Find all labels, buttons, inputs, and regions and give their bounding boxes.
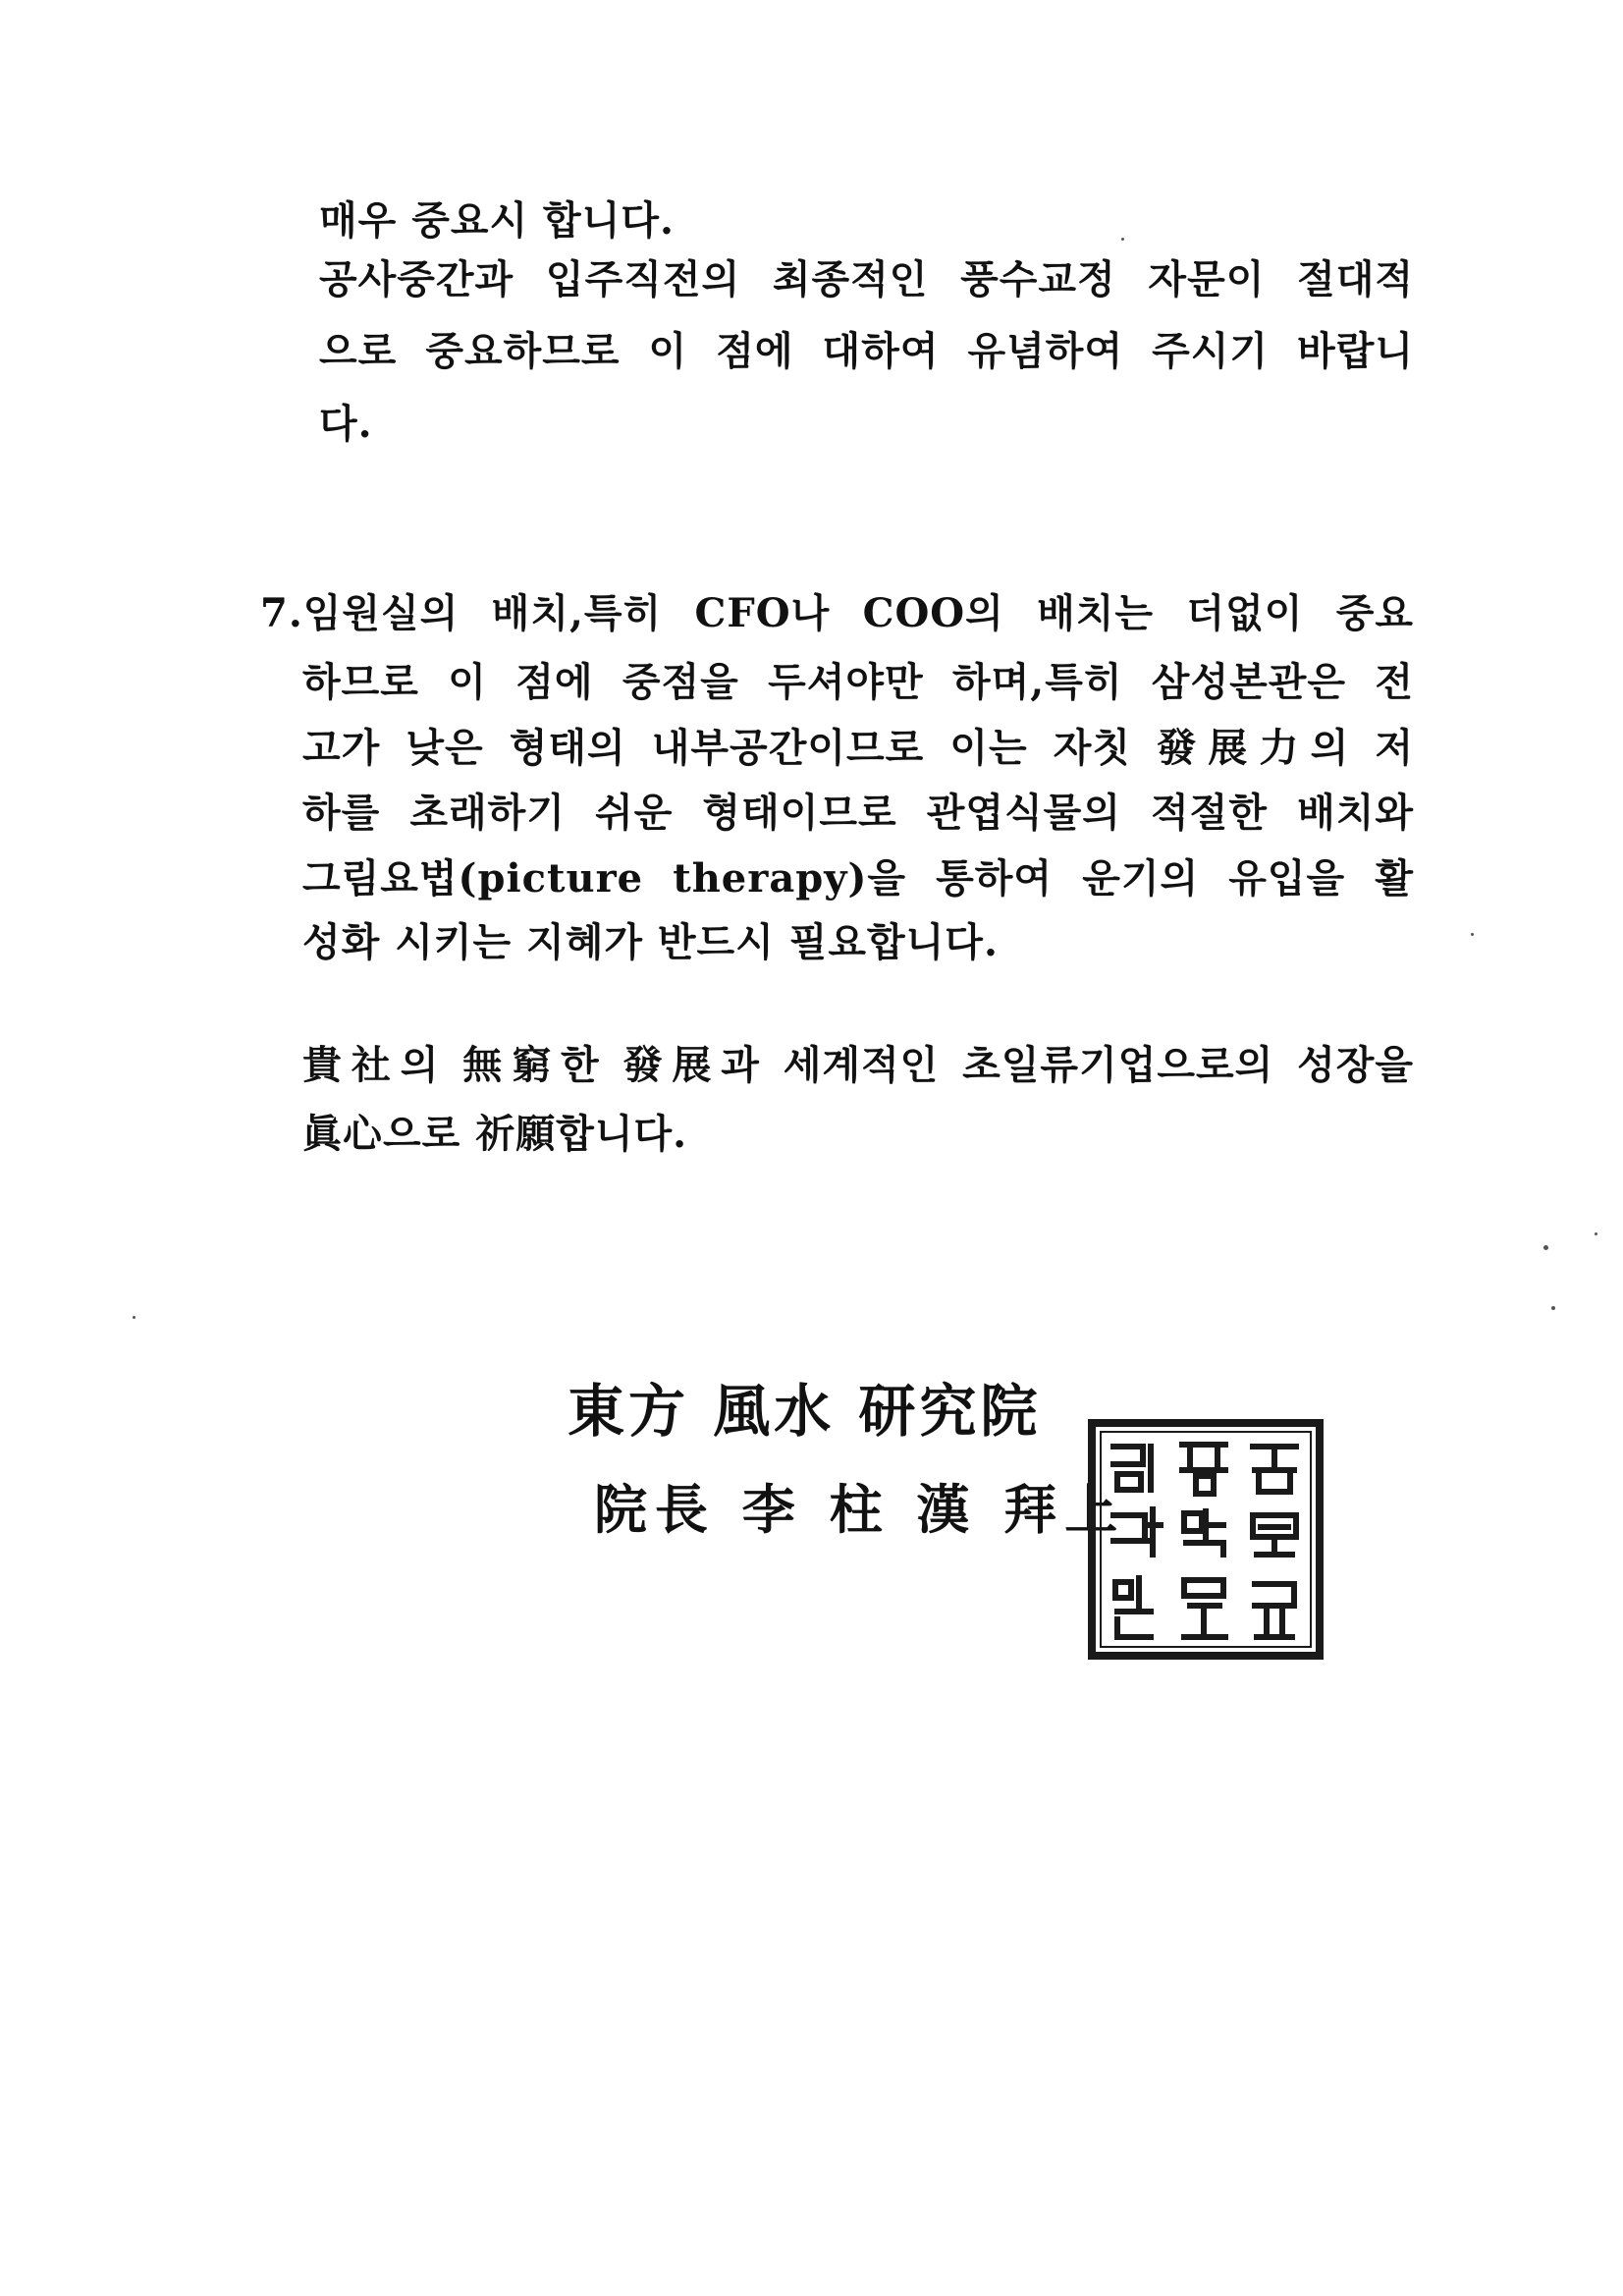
scan-speck <box>1121 238 1124 241</box>
body-line: 그림요법(picture therapy)을 통하여 운기의 유입을 활 <box>302 855 1414 902</box>
scan-speck <box>1543 1245 1548 1250</box>
official-seal <box>1088 1419 1324 1660</box>
body-line: 7.임원실의 배치,특히 CFO나 COO의 배치는 더없이 중요 <box>260 590 1414 636</box>
organization-name: 東方 風水 研究院 <box>568 1378 1042 1445</box>
body-line: 하므로 이 점에 중점을 두셔야만 하며,특히 삼성본관은 전 <box>302 659 1414 705</box>
body-line: 하를 초래하기 쉬운 형태이므로 관엽식물의 적절한 배치와 <box>302 790 1414 836</box>
closing-line: 眞心으로 祈願합니다. <box>302 1111 688 1157</box>
body-line: 성화 시키는 지혜가 반드시 필요합니다. <box>302 919 999 965</box>
scan-speck <box>133 1316 135 1319</box>
signer-name: 院長 李 柱 漢 拜上 <box>594 1478 1126 1541</box>
scan-speck <box>1551 1306 1555 1310</box>
scan-speck <box>1471 933 1474 936</box>
body-line: 으로 중요하므로 이 점에 대하여 유념하여 주시기 바랍니 <box>319 328 1414 374</box>
scan-speck <box>1595 1232 1597 1235</box>
body-line: 매우 중요시 합니다. <box>319 197 675 244</box>
body-line: 다. <box>319 401 373 447</box>
body-line: 고가 낮은 형태의 내부공간이므로 이는 자칫 發展力의 저 <box>302 725 1414 771</box>
body-line: 공사중간과 입주직전의 최종적인 풍수교정 자문이 절대적 <box>319 256 1414 302</box>
closing-line: 貴社의 無窮한 發展과 세계적인 초일류기업으로의 성장을 <box>302 1042 1414 1088</box>
